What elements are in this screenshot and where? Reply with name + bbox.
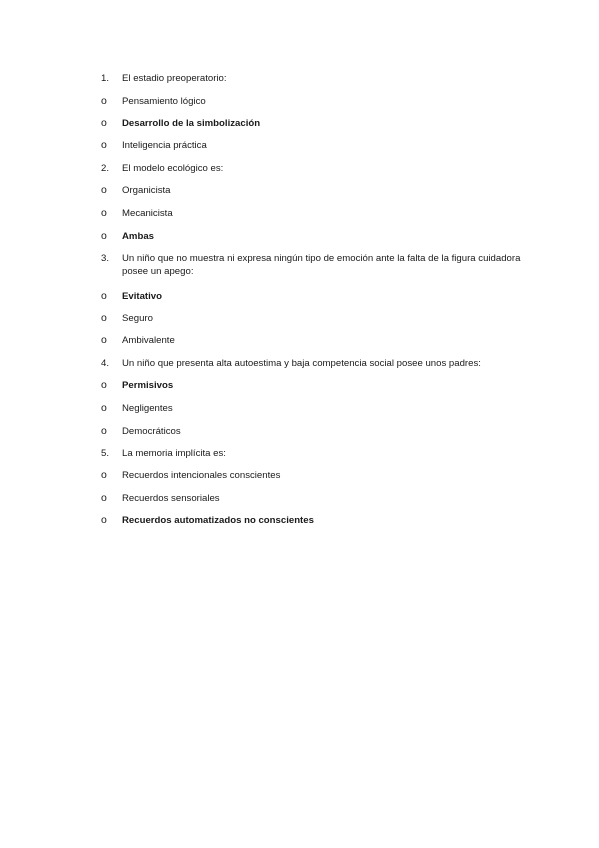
option-item-correct (101, 379, 521, 392)
option-item (101, 207, 521, 220)
question-1 (101, 72, 521, 85)
option-text: Evitativo (122, 291, 162, 302)
option-text: Organicista (122, 185, 171, 196)
option-text: Mecanicista (122, 208, 173, 219)
bullet-icon: o (101, 207, 107, 219)
question-3 (101, 252, 521, 278)
option-text: Permisivos (122, 380, 174, 391)
bullet-icon: o (101, 95, 107, 107)
bullet-icon: o (101, 379, 107, 391)
option-item (101, 402, 521, 415)
bullet-icon: o (101, 117, 107, 129)
list-number: 5. (101, 448, 110, 459)
bullet-icon: o (101, 290, 107, 302)
option-text: Ambas (122, 231, 154, 242)
question-text: Un niño que presenta alta autoestima y baja competencia social posee unos padres: (122, 358, 481, 369)
bullet-icon: o (101, 312, 107, 324)
question-4 (101, 357, 521, 370)
list-number: 4. (101, 358, 110, 369)
option-item-correct (101, 230, 521, 243)
list-number: 2. (101, 163, 110, 174)
option-item-correct (101, 514, 521, 527)
bullet-icon: o (101, 425, 107, 437)
bullet-icon: o (101, 402, 107, 414)
option-item (101, 184, 521, 197)
option-item (101, 139, 521, 152)
bullet-icon: o (101, 184, 107, 196)
option-text: Inteligencia práctica (122, 140, 207, 151)
question-text: El modelo ecológico es: (122, 163, 224, 174)
option-text: Desarrollo de la simbolización (122, 118, 261, 129)
question-text: La memoria implícita es: (122, 448, 226, 459)
option-item-correct (101, 117, 521, 130)
option-item (101, 425, 521, 438)
option-item (101, 312, 521, 325)
option-item (101, 95, 521, 108)
bullet-icon: o (101, 334, 107, 346)
option-item (101, 492, 521, 505)
option-text: Pensamiento lógico (122, 96, 206, 107)
option-item-correct (101, 290, 521, 303)
option-text: Ambivalente (122, 335, 175, 346)
option-item (101, 469, 521, 482)
option-text: Recuerdos intencionales conscientes (122, 470, 281, 481)
bullet-icon: o (101, 469, 107, 481)
option-text: Democráticos (122, 426, 181, 437)
option-text: Recuerdos sensoriales (122, 493, 220, 504)
bullet-icon: o (101, 230, 107, 242)
option-item (101, 334, 521, 347)
bullet-icon: o (101, 514, 107, 526)
question-text: El estadio preoperatorio: (122, 73, 227, 84)
list-number: 1. (101, 73, 110, 84)
option-text: Negligentes (122, 403, 173, 414)
option-text: Recuerdos automatizados no conscientes (122, 515, 314, 526)
bullet-icon: o (101, 492, 107, 504)
option-text: Seguro (122, 313, 153, 324)
bullet-icon: o (101, 139, 107, 151)
question-text: Un niño que no muestra ni expresa ningún tipo de emoción ante la falta de la figura cuidadora posee un apego: (122, 253, 521, 277)
list-number: 3. (101, 253, 110, 264)
question-2 (101, 162, 521, 175)
question-5 (101, 447, 521, 460)
